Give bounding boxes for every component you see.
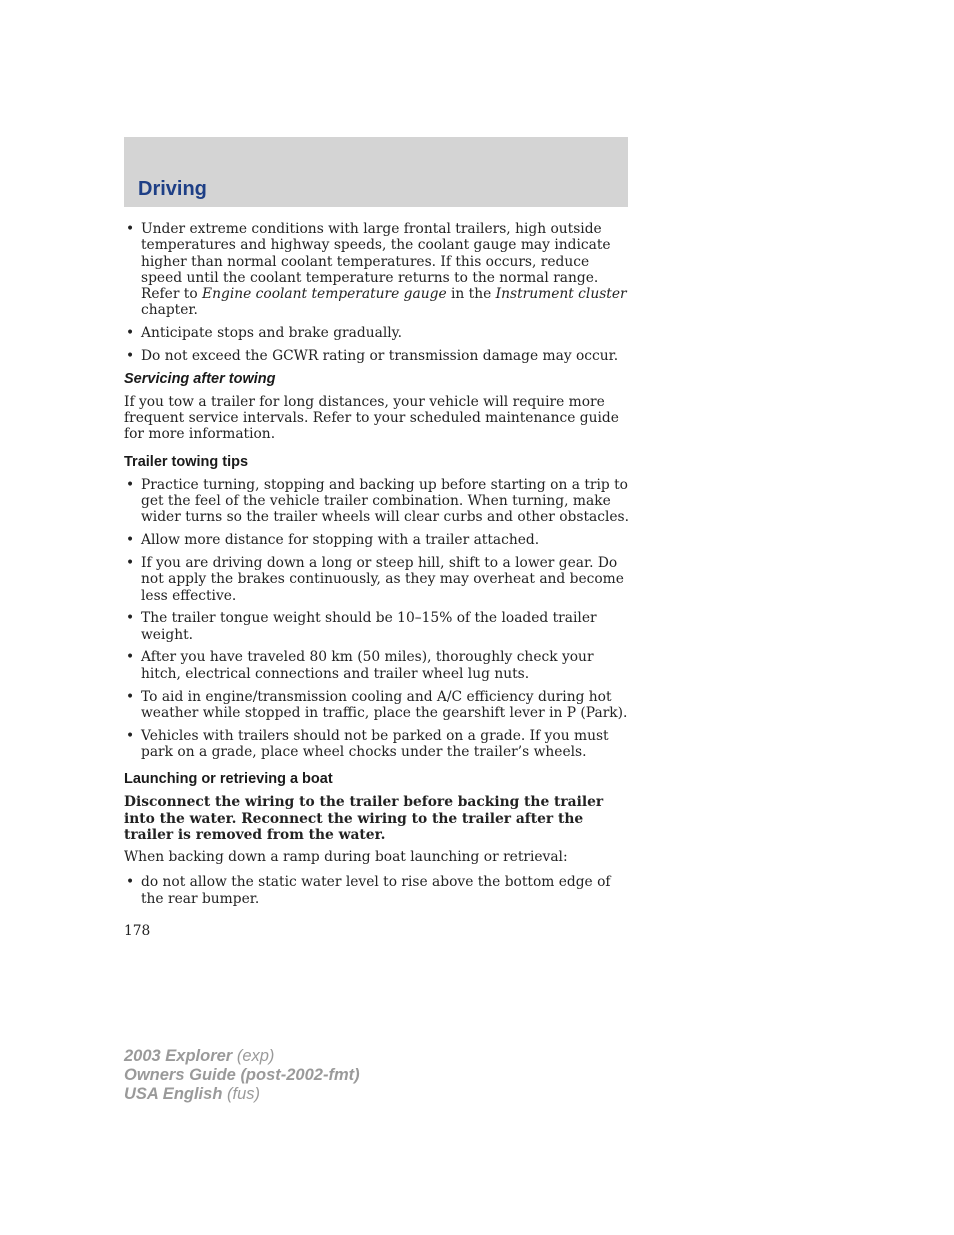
bullet-list-conditions <box>124 221 630 364</box>
list-item: • Practice turning, stopping and backing up before starting on a trip to get the feel of the vehicle trailer combination. When turning, make wider turns so the trailer wheels will clear curbs and other obstacles. <box>124 477 630 526</box>
list-item: • The trailer tongue weight should be 10–15% of the loaded trailer weight. <box>124 610 630 643</box>
paragraph-servicing: If you tow a trailer for long distances, your vehicle will require more frequent service intervals. Refer to your scheduled maintenance guide for more information. <box>124 393 619 443</box>
bullet-list-tips <box>124 477 630 760</box>
paragraph-boat-intro: When backing down a ramp during boat launching or retrieval: <box>124 849 568 866</box>
section-title: Driving <box>138 178 207 200</box>
warning-text: Disconnect the wiring to the trailer before backing the trailer into the water. Reconnect the wiring to the trailer after the trailer is removed from the water. <box>124 794 604 843</box>
list-item: • Do not exceed the GCWR rating or transmission damage may occur. <box>124 348 630 364</box>
footer-line-1: 2003 Explorer (exp) <box>124 1047 275 1065</box>
list-item: • After you have traveled 80 km (50 miles), thoroughly check your hitch, electrical connections and trailer wheel lug nuts. <box>124 649 630 682</box>
subheading-servicing: Servicing after towing <box>124 370 276 387</box>
subheading-tips: Trailer towing tips <box>124 453 249 470</box>
footer-line-3: USA English (fus) <box>124 1085 260 1103</box>
section-header-band <box>124 137 628 207</box>
footer-line-2: Owners Guide (post-2002-fmt) <box>124 1066 360 1084</box>
list-item: • Anticipate stops and brake gradually. <box>124 325 630 341</box>
cross-reference: Engine coolant temperature gauge <box>202 286 447 303</box>
list-item: • Vehicles with trailers should not be parked on a grade. If you must park on a grade, place wheel chocks under the trailer’s wheels. <box>124 728 630 761</box>
list-item: • Under extreme conditions with large frontal trailers, high outside temperatures and highway speeds, the coolant gauge may indicate higher than normal coolant temperatures. If this occurs, reduce speed until the coolant temperature returns to the normal range. Refer to Engine coolant temperature gauge in the Instrument cluster chapter. <box>124 221 630 319</box>
document-footer <box>124 1047 360 1104</box>
bullet-list-boat <box>124 874 630 907</box>
page-number: 178 <box>124 923 151 939</box>
list-item: • Allow more distance for stopping with a trailer attached. <box>124 532 630 548</box>
list-item: • do not allow the static water level to rise above the bottom edge of the rear bumper. <box>124 874 630 907</box>
subheading-boat: Launching or retrieving a boat <box>124 771 333 788</box>
list-item: • To aid in engine/transmission cooling and A/C efficiency during hot weather while stopped in traffic, place the gearshift lever in P (Park). <box>124 689 630 722</box>
cross-reference: Instrument cluster <box>495 286 627 303</box>
list-item: • If you are driving down a long or steep hill, shift to a lower gear. Do not apply the brakes continuously, as they may overheat and become less effective. <box>124 555 630 604</box>
page-content <box>124 221 630 939</box>
